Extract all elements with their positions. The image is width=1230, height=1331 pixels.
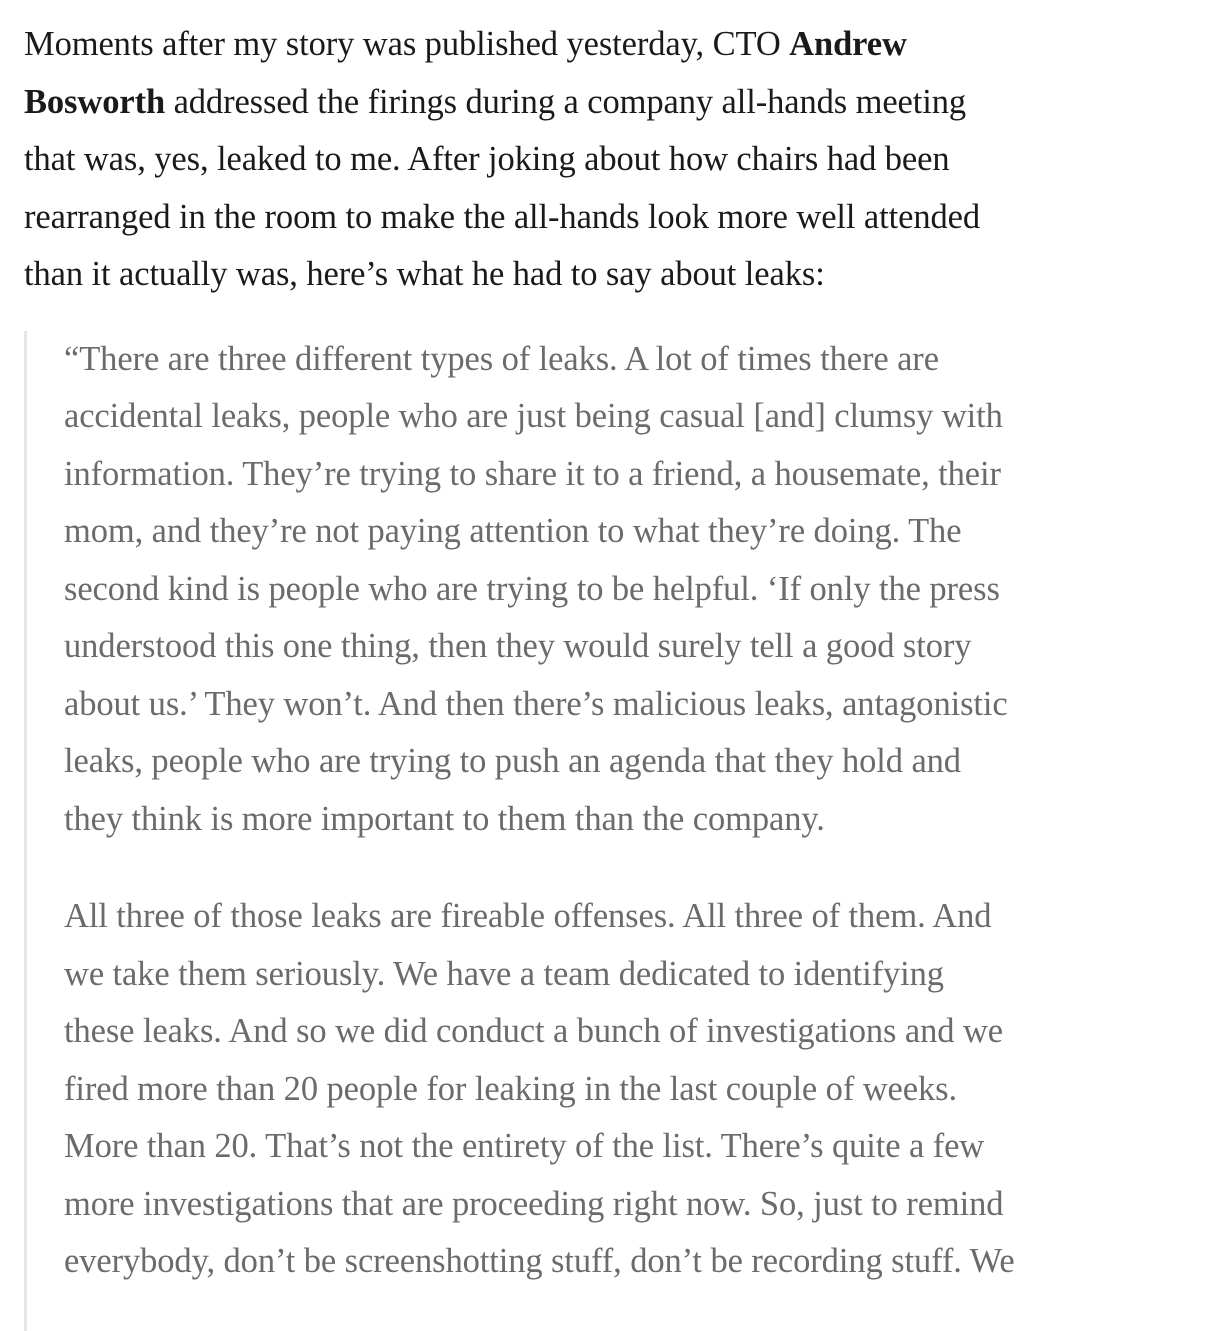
- blockquote: [24, 331, 1224, 1331]
- lead-text-after: addressed the firings during a company all-hands meeting that was, yes, leaked to me. After joking about how chairs had been rearranged in the room to make the all-hands look more well attended than it actually was, here’s what he had to say about leaks:: [24, 82, 980, 293]
- author-name-first: Andrew: [789, 25, 907, 63]
- quote-paragraph-2: All three of those leaks are fireable offenses. All three of them. And we take them seriously. We have a team dedicated to identifying these leaks. And so we did conduct a bunch of investigations and we fired more than 20 people for leaking in the last couple of weeks. More than 20. That’s not the entirety of the list. There’s quite a few more investigations that are proceeding right now. So, just to remind everybody, don’t be screenshotting stuff, don’t be recording stuff. We: [64, 897, 1015, 1280]
- lead-paragraph: [24, 16, 1224, 304]
- article-body: [24, 16, 1224, 1331]
- author-name-last: Bosworth: [24, 82, 166, 121]
- quote-paragraph-1: “There are three different types of leaks. A lot of times there are accidental leaks, people who are just being casual [and] clumsy with information. They’re trying to share it to a friend, a housemate, their mom, and they’re not paying attention to what they’re doing. The second kind is people who are trying to be helpful. ‘If only the press understood this one thing, then they would surely tell a good story about us.’ They won’t. And then there’s malicious leaks, antagonistic leaks, people who are trying to push an agenda that they hold and they think is more important to them than the company.: [64, 339, 1008, 838]
- lead-text-before: Moments after my story was published yesterday, CTO: [24, 25, 790, 63]
